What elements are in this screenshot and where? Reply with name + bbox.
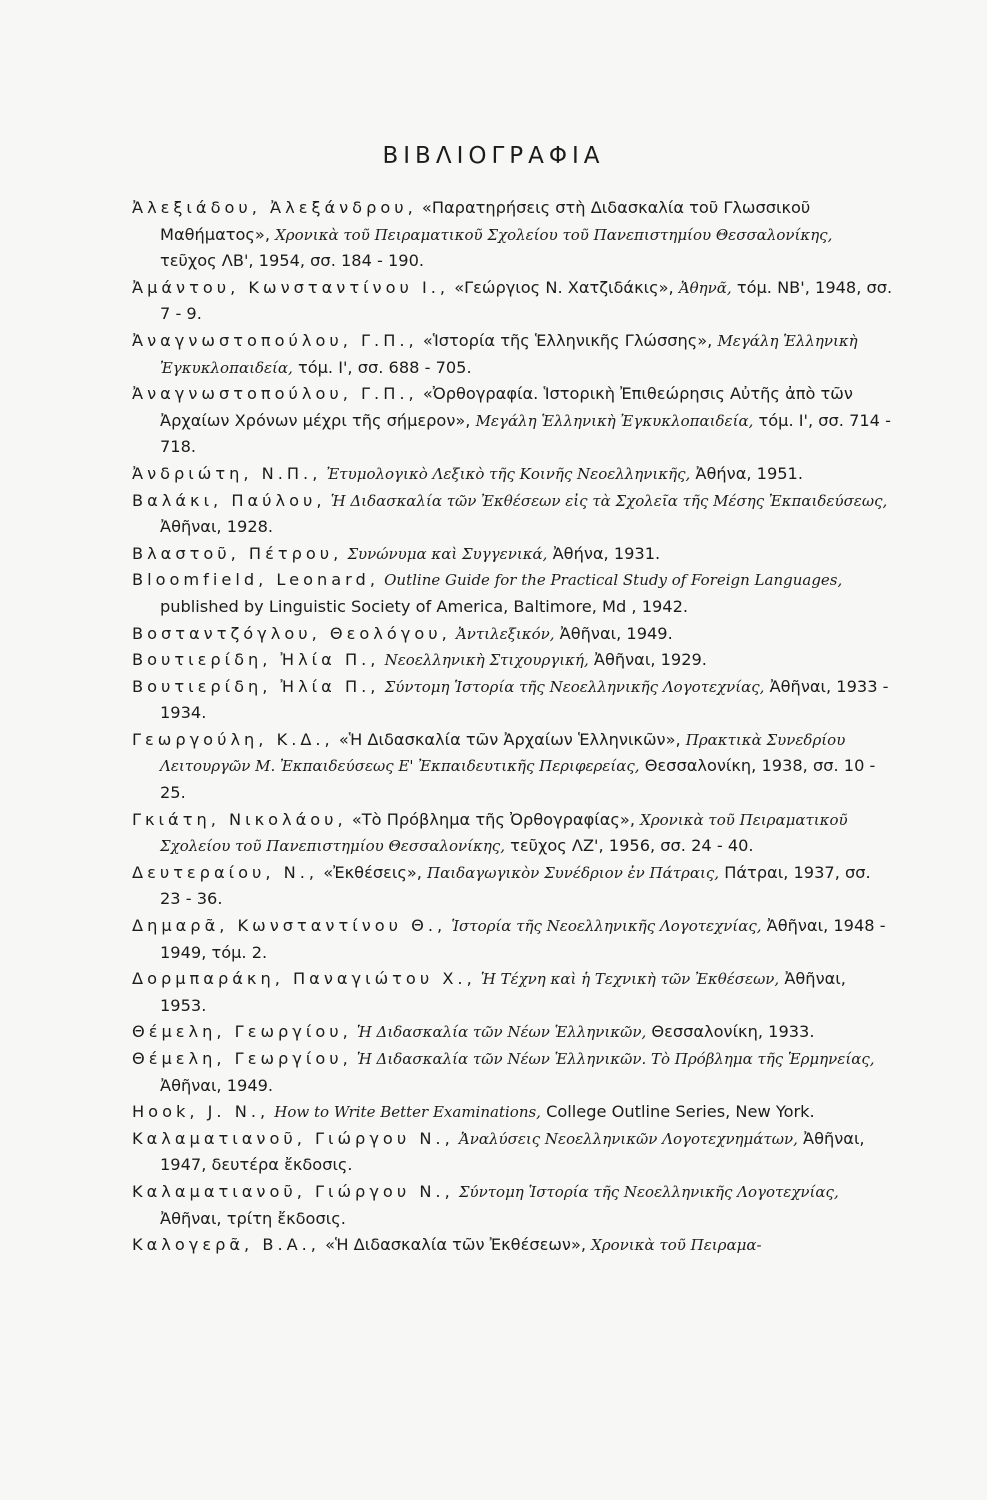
entry-publication: τεῦχος ΛΒ', 1954, σσ. 184 - 190.	[160, 251, 425, 271]
entry-publication: published by Linguistic Society of America, Baltimore, Md , 1942.	[160, 596, 689, 616]
entry-detail: «Ἱστορία τῆς Ἑλληνικῆς Γλώσσης»,	[417, 330, 718, 350]
entry-work-title: Ἡ Διδασκαλία τῶν Νέων Ἑλληνικῶν. Τὸ Πρόβλημα τῆς Ἑρμηνείας,	[356, 1050, 875, 1068]
entry-detail: «Ἡ Διδασκαλία τῶν Ἐκθέσεων»,	[319, 1235, 592, 1255]
entry-author: Βουτιερίδη, Ἠλία Π.,	[132, 650, 380, 670]
entry-author: Hook, J. N.,	[132, 1102, 270, 1122]
entry-work-title: Συνώνυμα καὶ Συγγενικά,	[347, 544, 548, 563]
entry-work-title: Ἀθηνᾶ,	[678, 278, 732, 297]
bibliography-entry	[132, 966, 894, 1019]
entry-author: Θέμελη, Γεωργίου,	[132, 1022, 352, 1042]
entry-work-title: Outline Guide for the Practical Study of Foreign Languages,	[384, 571, 843, 590]
bibliography-entry	[132, 727, 894, 807]
entry-publication: Ἀθῆναι, 1949.	[160, 1075, 274, 1095]
entry-work-title: Ἡ Διδασκαλία τῶν Ἐκθέσεων εἰς τὰ Σχολεῖα τῆς Μέσης Ἐκπαιδεύσεως,	[330, 491, 888, 510]
bibliography-entry	[132, 1046, 894, 1099]
entry-detail: «Τὸ Πρόβλημα τῆς Ὀρθογραφίας»,	[346, 809, 641, 829]
entry-publication: Ἀθῆναι, 1928.	[160, 517, 274, 537]
entry-author: Ἀνδριώτη, Ν.Π.,	[132, 463, 322, 483]
entry-author: Ἀναγνωστοπούλου, Γ.Π.,	[132, 384, 418, 404]
entry-author: Βοσταντζόγλου, Θεολόγου,	[132, 623, 451, 643]
bibliography-entry	[132, 195, 894, 275]
entry-author: Ἀμάντου, Κωνσταντίνου Ι.,	[132, 277, 450, 297]
entry-author: Καλογερᾶ, Β.Α.,	[132, 1235, 320, 1255]
entry-publication: Ἀθῆναι, 1948 - 1949, τόμ. 2.	[160, 916, 886, 962]
entry-publication: Ἀθῆναι, 1933 - 1934.	[160, 676, 889, 723]
entry-publication: Πάτραι, 1937, σσ. 23 - 36.	[160, 862, 871, 909]
entry-detail: «Ἐκθέσεις»,	[318, 862, 428, 882]
bibliography-entry	[132, 567, 894, 620]
entry-author: Bloomfield, Leonard,	[132, 570, 379, 590]
entry-publication: τόμ. Ι', σσ. 688 - 705.	[292, 357, 472, 377]
entry-publication: Ἀθῆναι, τρίτη ἔκδοσις.	[160, 1208, 346, 1228]
bibliography-entry	[132, 461, 894, 488]
entry-publication: Ἀθῆναι, 1953.	[160, 969, 846, 1015]
entry-author: Ἀναγνωστοπούλου, Γ.Π.,	[132, 330, 418, 350]
entry-work-title: Μεγάλη Ἑλληνικὴ Ἐγκυκλοπαιδεία,	[160, 331, 858, 377]
entry-author: Βουτιερίδη, Ἠλία Π.,	[132, 676, 380, 696]
bibliography-entry	[132, 807, 894, 860]
entry-detail: «Παρατηρήσεις στὴ Διδασκαλία τοῦ Γλωσσικοῦ Μαθήματος»,	[160, 198, 811, 244]
entry-author: Δευτεραίου, Ν.,	[132, 862, 319, 882]
bibliography-entry	[132, 913, 894, 966]
entry-work-title: How to Write Better Examinations,	[274, 1103, 541, 1122]
entry-work-title: Νεοελληνικὴ Στιχουργική,	[384, 651, 589, 670]
entry-work-title: Ἀναλύσεις Νεοελληνικῶν Λογοτεχνημάτων,	[458, 1129, 798, 1148]
entry-publication: Ἀθῆναι, 1949.	[554, 623, 673, 643]
entry-author: Ἀλεξιάδου, Ἀλεξάνδρου,	[132, 198, 417, 217]
entry-publication: College Outline Series, New York.	[540, 1102, 815, 1122]
entry-work-title: Μεγάλη Ἑλληνικὴ Ἐγκυκλοπαιδεία,	[475, 411, 754, 430]
entry-author: Καλαματιανοῦ, Γιώργου Ν.,	[132, 1128, 454, 1148]
entry-detail: «Ἡ Διδασκαλία τῶν Ἀρχαίων Ἑλληνικῶν»,	[333, 729, 686, 749]
bibliography-entry	[132, 1099, 894, 1126]
entry-author: Γκιάτη, Νικολάου,	[132, 809, 347, 829]
entry-author: Θέμελη, Γεωργίου,	[132, 1049, 352, 1068]
entry-work-title: Σύντομη Ἱστορία τῆς Νεοελληνικῆς Λογοτεχνίας,	[458, 1182, 839, 1201]
entry-work-title: Ἱστορία τῆς Νεοελληνικῆς Λογοτεχνίας,	[451, 917, 762, 936]
page-title: ΒΙΒΛΙΟΓΡΑΦΙΑ	[382, 143, 605, 169]
bibliography-entry	[132, 1126, 894, 1179]
bibliography-entry	[132, 1232, 894, 1259]
entry-work-title: Ἡ Διδασκαλία τῶν Νέων Ἑλληνικῶν,	[356, 1023, 647, 1042]
entry-author: Βλαστοῦ, Πέτρου,	[132, 543, 343, 563]
entry-work-title: Χρονικὰ τοῦ Πειραματικοῦ Σχολείου τοῦ Πανεπιστημίου Θεσσαλονίκης,	[160, 810, 848, 856]
entry-publication: τόμ. ΝΒ', 1948, σσ. 7 - 9.	[160, 277, 893, 324]
bibliography-entry	[132, 1179, 894, 1232]
entry-author: Καλαματιανοῦ, Γιώργου Ν.,	[132, 1181, 454, 1201]
bibliography-entry	[132, 328, 894, 381]
bibliography-entry	[132, 621, 894, 648]
bibliography-entry	[132, 674, 894, 727]
entry-publication: Θεσσαλονίκη, 1938, σσ. 10 - 25.	[160, 756, 876, 803]
bibliography-entry	[132, 860, 894, 913]
entry-publication: τεῦχος ΛΖ', 1956, σσ. 24 - 40.	[504, 836, 754, 856]
entry-detail: «Ὀρθογραφία. Ἱστορικὴ Ἐπιθεώρησις Αὐτῆς ἀπὸ τῶν Ἀρχαίων Χρόνων μέχρι τῆς σήμερον»,	[160, 384, 853, 430]
entry-author: Δορμπαράκη, Παναγιώτου Χ.,	[132, 969, 476, 989]
entry-author: Δημαρᾶ, Κωνσταντίνου Θ.,	[132, 916, 447, 936]
entry-detail: «Γεώργιος Ν. Χατζιδάκις»,	[449, 277, 679, 297]
entry-author: Βαλάκι, Παύλου,	[132, 490, 326, 510]
entry-work-title: Παιδαγωγικὸν Συνέδριον ἐν Πάτραις,	[427, 863, 720, 882]
bibliography-entry	[132, 647, 894, 674]
entry-work-title: Χρονικὰ τοῦ Πειραματικοῦ Σχολείου τοῦ Πανεπιστημίου Θεσσαλονίκης,	[275, 225, 833, 244]
entry-publication: Ἀθῆναι, 1947, δευτέρα ἔκδοσις.	[160, 1128, 865, 1175]
entry-publication: τόμ. Ι', σσ. 714 - 718.	[160, 410, 891, 457]
entry-publication: Θεσσαλονίκη, 1933.	[646, 1022, 815, 1042]
bibliography-entry	[132, 381, 894, 461]
entry-work-title: Ἡ Τέχνη καὶ ἡ Τεχνικὴ τῶν Ἐκθέσεων,	[480, 970, 780, 989]
bibliography-list	[132, 195, 894, 1259]
bibliography-entry	[132, 488, 894, 541]
entry-work-title: Ἀντιλεξικόν,	[455, 624, 555, 643]
entry-work-title: Ἐτυμολογικὸ Λεξικὸ τῆς Κοινῆς Νεοελληνικῆς,	[326, 464, 691, 483]
entry-work-title: Χρονικὰ τοῦ Πειραμα-	[591, 1236, 762, 1255]
entry-publication: Ἀθήνα, 1951.	[690, 463, 803, 483]
bibliography-entry	[132, 275, 894, 328]
entry-publication: Ἀθῆναι, 1929.	[588, 650, 707, 670]
bibliography-entry	[132, 1019, 894, 1046]
entry-author: Γεωργούλη, Κ.Δ.,	[132, 729, 334, 749]
entry-publication: Ἀθήνα, 1931.	[547, 543, 661, 563]
bibliography-entry	[132, 541, 894, 568]
entry-work-title: Πρακτικὰ Συνεδρίου Λειτουργῶν Μ. Ἐκπαιδεύσεως Ε' Ἐκπαιδευτικῆς Περιφερείας,	[160, 730, 846, 776]
entry-work-title: Σύντομη Ἱστορία τῆς Νεοελληνικῆς Λογοτεχνίας,	[384, 677, 765, 696]
